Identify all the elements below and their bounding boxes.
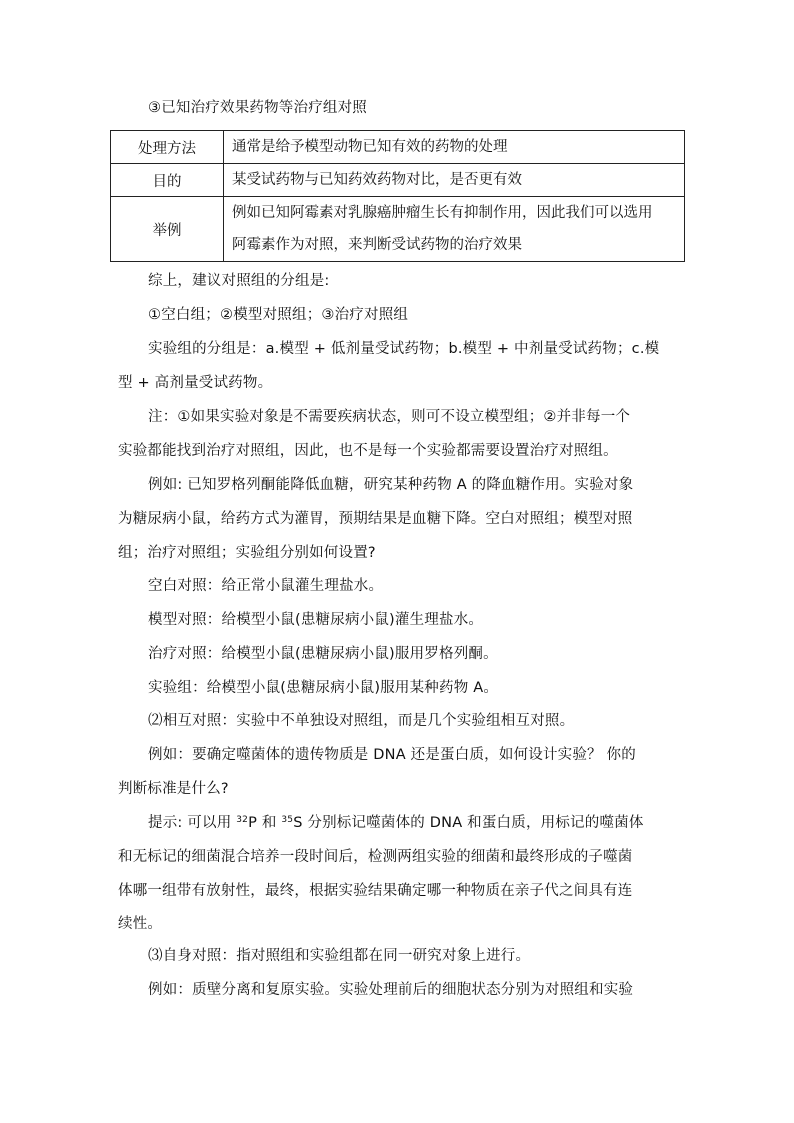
hint-text: 提示: 可以用 <box>148 815 237 831</box>
table-row-header: 目的 <box>111 164 224 197</box>
hint-line-2: 和无标记的细菌混合培养一段时间后，检测两组实验的细菌和最终形成的子噬菌 <box>118 849 633 865</box>
hint-line-3: 体哪一组带有放射性，最终，根据实验结果确定哪一种物质在亲子代之间具有连 <box>118 883 633 899</box>
example-1-line-1: 例如: 已知罗格列酮能降低血糖，研究某种药物 A 的降血糖作用。实验对象 <box>148 477 634 493</box>
table-cell <box>224 197 685 262</box>
treatment-control-table <box>110 130 685 262</box>
self-control-line: ⑶自身对照：指对照组和实验组都在同一研究对象上进行。 <box>148 948 531 964</box>
example-1-line-3: 组；治疗对照组；实验组分别如何设置? <box>118 545 376 561</box>
table-cell-line: 阿霉素作为对照，来判断受试药物的治疗效果 <box>232 237 522 253</box>
table-row <box>111 197 685 262</box>
note-line-2: 实验都能找到治疗对照组，因此，也不是每一个实验都需要设置治疗对照组。 <box>118 443 618 459</box>
treatment-control-line: 治疗对照：给模型小鼠(患糖尿病小鼠)服用罗格列酮。 <box>148 646 498 662</box>
mutual-control-line: ⑵相互对照：实验中不单独设对照组，而是几个实验组相互对照。 <box>148 713 575 729</box>
experiment-groups-line-1: 实验组的分组是：a.模型 + 低剂量受试药物；b.模型 + 中剂量受试药物；c.模 <box>148 341 660 357</box>
table-row <box>111 164 685 197</box>
table-row-header: 举例 <box>111 197 224 262</box>
blank-control-line: 空白对照：给正常小鼠灌生理盐水。 <box>148 578 384 594</box>
example-2-line-2: 判断标准是什么? <box>118 781 229 797</box>
example-2-line-1: 例如：要确定噬菌体的遗传物质是 DNA 还是蛋白质，如何设计实验？ 你的 <box>148 747 636 763</box>
table-cell-line: 某受试药物与已知药效药物对比，是否更有效 <box>232 172 522 188</box>
isotope-mass-number: 35 <box>281 815 294 825</box>
isotope-mass-number: 32 <box>236 815 249 825</box>
hint-line-4: 续性。 <box>118 916 163 932</box>
example-1-line-2: 为糖尿病小鼠，给药方式为灌胃，预期结果是血糖下降。空白对照组；模型对照 <box>118 511 633 527</box>
experiment-groups-line-2: 型 + 高剂量受试药物。 <box>118 375 273 391</box>
table-cell <box>224 164 685 197</box>
table-row <box>111 131 685 164</box>
summary-paragraph: 综上，建议对照组的分组是: <box>148 273 330 289</box>
hint-text: S 分别标记噬菌体的 DNA 和蛋白质，用标记的噬菌体 <box>293 815 644 831</box>
note-line-1: 注：①如果实验对象是不需要疾病状态，则可不设立模型组；②并非每一个 <box>148 409 631 425</box>
hint-text: P 和 <box>248 815 282 831</box>
table-cell <box>224 131 685 164</box>
example-3-line-1: 例如：质壁分离和复原实验。实验处理前后的细胞状态分别为对照组和实验 <box>148 982 634 998</box>
model-control-line: 模型对照：给模型小鼠(患糖尿病小鼠)灌生理盐水。 <box>148 612 484 628</box>
table-cell-line: 例如已知阿霉素对乳腺癌肿瘤生长有抑制作用，因此我们可以选用 <box>232 205 653 221</box>
table-cell-line: 通常是给予模型动物已知有效的药物的处理 <box>232 139 508 155</box>
experiment-group-line: 实验组：给模型小鼠(患糖尿病小鼠)服用某种药物 A。 <box>148 680 499 696</box>
groups-paragraph: ①空白组；②模型对照组；③治疗对照组 <box>148 307 409 323</box>
hint-line-1 <box>148 813 644 833</box>
table-row-header: 处理方法 <box>111 131 224 164</box>
section-heading: ③已知治疗效果药物等治疗组对照 <box>148 100 367 116</box>
